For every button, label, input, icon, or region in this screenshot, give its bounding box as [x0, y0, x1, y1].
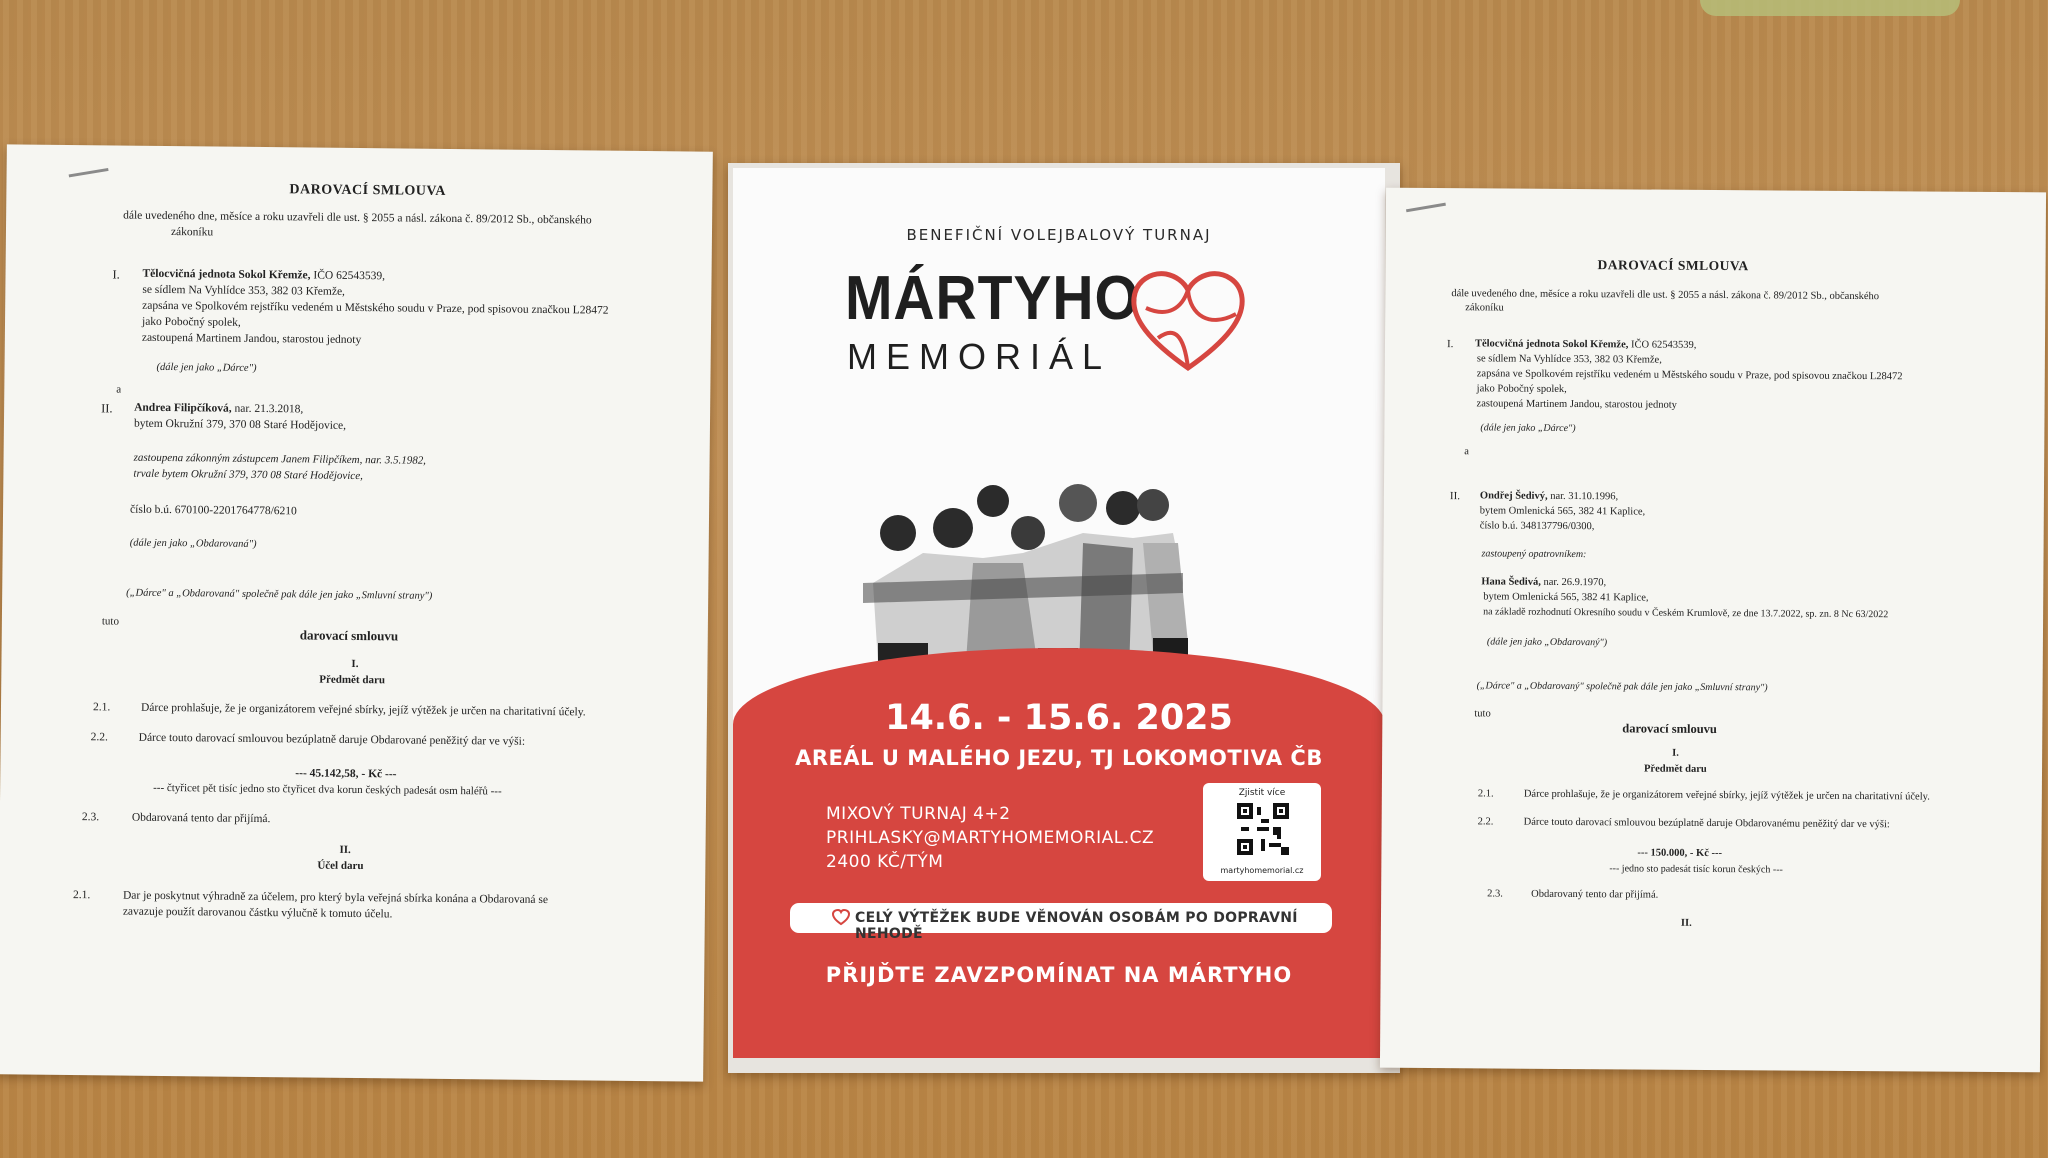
clause-2-3-number: 2.3. [81, 811, 100, 824]
qr-card [1203, 783, 1321, 881]
and-text: a [1464, 446, 1469, 458]
parties-definition: („Dárce" a „Obdarovaná" společně pak dále jen jako „Smluvní strany") [126, 587, 433, 602]
contract-title: DAROVACÍ SMLOUVA [289, 182, 446, 199]
party1-address: se sídlem Na Vyhlídce 353, 382 03 Křemže, [142, 283, 346, 298]
contract-heading: darovací smlouvu [299, 627, 399, 644]
section2-number: II. [339, 843, 351, 856]
party1-representative: zastoupená Martinem Jandou, starostou jednoty [1476, 398, 1677, 411]
donation-amount-words: --- jedno sto padesát tisíc korun českých --- [1609, 863, 1783, 876]
intro-line: dále uvedeného dne, měsíce a roku uzavřeli dle ust. § 2055 a násl. zákona č. 89/2012 Sb., občanského [1451, 288, 1880, 303]
right-contract-sheet [1380, 188, 2046, 1073]
poster-venue: AREÁL U MALÉHO JEZU, TJ LOKOMOTIVA ČB [795, 746, 1323, 770]
party1-name: Tělocvičná jednota Sokol Křemže, [142, 267, 311, 282]
section1-title: Předmět daru [319, 673, 386, 687]
party1-role: (dále jen jako „Dárce") [1480, 422, 1576, 435]
section2-number: II. [1680, 917, 1692, 929]
clause-2-2-number: 2.2. [90, 731, 108, 744]
intro-line-2: zákoníku [1465, 302, 1504, 314]
party2-account: číslo b.ú. 670100-2201764778/6210 [130, 503, 297, 518]
party1-ico: IČO 62543539, [1630, 339, 1697, 351]
clause-2-1-number: 2.1. [92, 701, 111, 714]
clause-2-2: Dárce touto darovací smlouvou bezúplatně daruje Obdarované peněžitý dar ve výši: [138, 731, 526, 748]
poster-kicker: BENEFIČNÍ VOLEJBALOVÝ TURNAJ [906, 226, 1212, 244]
poster-info-format: MIXOVÝ TURNAJ 4+2 [826, 804, 1011, 824]
party2-born: nar. 31.10.1996, [1550, 490, 1619, 503]
party1-ico: IČO 62543539, [313, 269, 386, 283]
party1-type: jako Pobočný spolek, [141, 315, 241, 329]
tournament-poster [733, 168, 1385, 1058]
left-contract-sheet [0, 144, 713, 1081]
party2-role: (dále jen jako „Obdarovaný") [1486, 636, 1608, 649]
party2-number: II. [101, 401, 113, 416]
clause-2-3: Obdarovaný tento dar přijímá. [1531, 888, 1659, 901]
party1-name: Tělocvičná jednota Sokol Křemže, [1474, 338, 1629, 351]
clause-3-1-line2: zavazuje použít darovanou částku výlučně k tomuto účelu. [122, 905, 393, 921]
qr-label: Zjistit více [1238, 788, 1286, 798]
qr-site: martyhomemorial.cz [1220, 866, 1304, 875]
qr-code-icon [1237, 803, 1289, 855]
section1-title: Předmět daru [1643, 763, 1707, 775]
party1-type: jako Pobočný spolek, [1476, 383, 1567, 395]
poster-date: 14.6. - 15.6. 2025 [885, 698, 1233, 738]
poster-info-price: 2400 KČ/TÝM [826, 852, 944, 872]
party2-role: (dále jen jako „Obdarovaná") [129, 537, 257, 550]
tuto-text: tuto [101, 615, 120, 628]
clause-2-1-number: 2.1. [1477, 788, 1494, 800]
guardian-court: na základě rozhodnutí Okresního soudu v Českém Krumlově, ze dne 13.7.2022, sp. zn. 8 Nc 63/2022 [1483, 606, 1889, 621]
clause-2-3-number: 2.3. [1487, 888, 1503, 900]
guardian-address: bytem Omlenická 565, 382 41 Kaplice, [1483, 591, 1649, 604]
proceeds-text: CELÝ VÝTĚŽEK BUDE VĚNOVÁN OSOBÁM PO DOPRAVNÍ NEHODĚ [855, 910, 1298, 942]
donation-amount: --- 150.000, - Kč --- [1637, 847, 1723, 860]
poster-memorial: MEMORIÁL [847, 336, 1112, 377]
clause-3-1-number: 2.1. [72, 889, 91, 902]
clause-2-1: Dárce prohlašuje, že je organizátorem veřejné sbírky, jejíž výtěžek je určen na charitativní účely. [1523, 788, 1930, 803]
intro-line-2: zákoníku [170, 226, 214, 239]
party1-representative: zastoupená Martinem Jandou, starostou jednoty [141, 331, 362, 347]
green-placemat-edge [1700, 0, 1960, 16]
poster-footer: PŘIJĎTE ZAVZPOMÍNAT NA MÁRTYHO [825, 963, 1293, 987]
party1-number: I. [1446, 338, 1454, 351]
party2-born: nar. 21.3.2018, [234, 402, 304, 416]
intro-line: dále uvedeného dne, měsíce a roku uzavřeli dle ust. § 2055 a násl. zákona č. 89/2012 Sb., občanského [123, 209, 592, 227]
party2-name: Andrea Filipčíková, [134, 401, 232, 415]
party1-address: se sídlem Na Vyhlídce 353, 382 03 Křemže, [1476, 353, 1662, 366]
and-text: a [116, 383, 122, 396]
section1-number: I. [351, 657, 359, 671]
party2-number: II. [1449, 490, 1461, 503]
clause-2-3: Obdarovaná tento dar přijímá. [131, 811, 271, 826]
party1-register: zapsána ve Spolkovém rejstříku vedeném u Městského soudu v Praze, pod spisovou značkou L28472 [142, 299, 609, 317]
poster-name: MÁRTYHO [845, 264, 1140, 333]
tuto-text: tuto [1474, 708, 1491, 720]
guardian-born: nar. 26.9.1970, [1543, 576, 1607, 589]
parties-definition: („Dárce" a „Obdarovaný" společně pak dále jen jako „Smluvní strany") [1476, 680, 1768, 694]
party2-name: Ondřej Šedivý, [1479, 490, 1548, 502]
party2-account: číslo b.ú. 348137796/0300, [1479, 520, 1595, 533]
poster-info-email: PRIHLASKY@MARTYHOMEMORIAL.CZ [826, 828, 1155, 848]
party1-number: I. [112, 267, 120, 282]
section2-title: Účel daru [317, 859, 364, 873]
party2-address: bytem Omlenická 565, 382 41 Kaplice, [1479, 505, 1646, 518]
proceeds-banner [790, 903, 1332, 942]
section1-number: I. [1672, 747, 1679, 759]
party2-rep-address: trvale bytem Okružní 379, 370 08 Staré Hodějovice, [133, 467, 363, 483]
clause-2-2: Dárce touto darovací smlouvou bezúplatně daruje Obdarovanému peněžitý dar ve výši: [1523, 816, 1890, 831]
volleyball-heart-icon [1128, 268, 1248, 378]
contract-heading: darovací smlouvu [1622, 721, 1717, 737]
heart-icon [832, 909, 850, 926]
clause-2-1: Dárce prohlašuje, že je organizátorem veřejné sbírky, jejíž výtěžek je určen na charitativní účely. [140, 701, 586, 719]
clause-3-1-line1: Dar je poskytnut výhradně za účelem, pro který byla veřejná sbírka konána a Obdarovaná se [122, 889, 549, 907]
donation-amount: --- 45.142,58, - Kč --- [295, 767, 397, 781]
contract-title: DAROVACÍ SMLOUVA [1597, 257, 1749, 274]
guardian-label: zastoupený opatrovníkem: [1481, 548, 1587, 561]
clause-2-2-number: 2.2. [1477, 816, 1494, 828]
party1-role: (dále jen jako „Dárce") [156, 361, 257, 374]
guardian-name: Hana Šedivá, [1481, 576, 1541, 588]
party1-register: zapsána ve Spolkovém rejstříku vedeném u Městského soudu v Praze, pod spisovou značkou L28472 [1476, 368, 1903, 383]
donation-amount-words: --- čtyřicet pět tisíc jedno sto čtyřicet dva korun českých padesát osm haléřů --- [153, 781, 502, 798]
party2-representative: zastoupena zákonným zástupcem Janem Filipčíkem, nar. 3.5.1982, [133, 451, 427, 467]
party2-address: bytem Okružní 379, 370 08 Staré Hodějovice, [133, 417, 347, 432]
